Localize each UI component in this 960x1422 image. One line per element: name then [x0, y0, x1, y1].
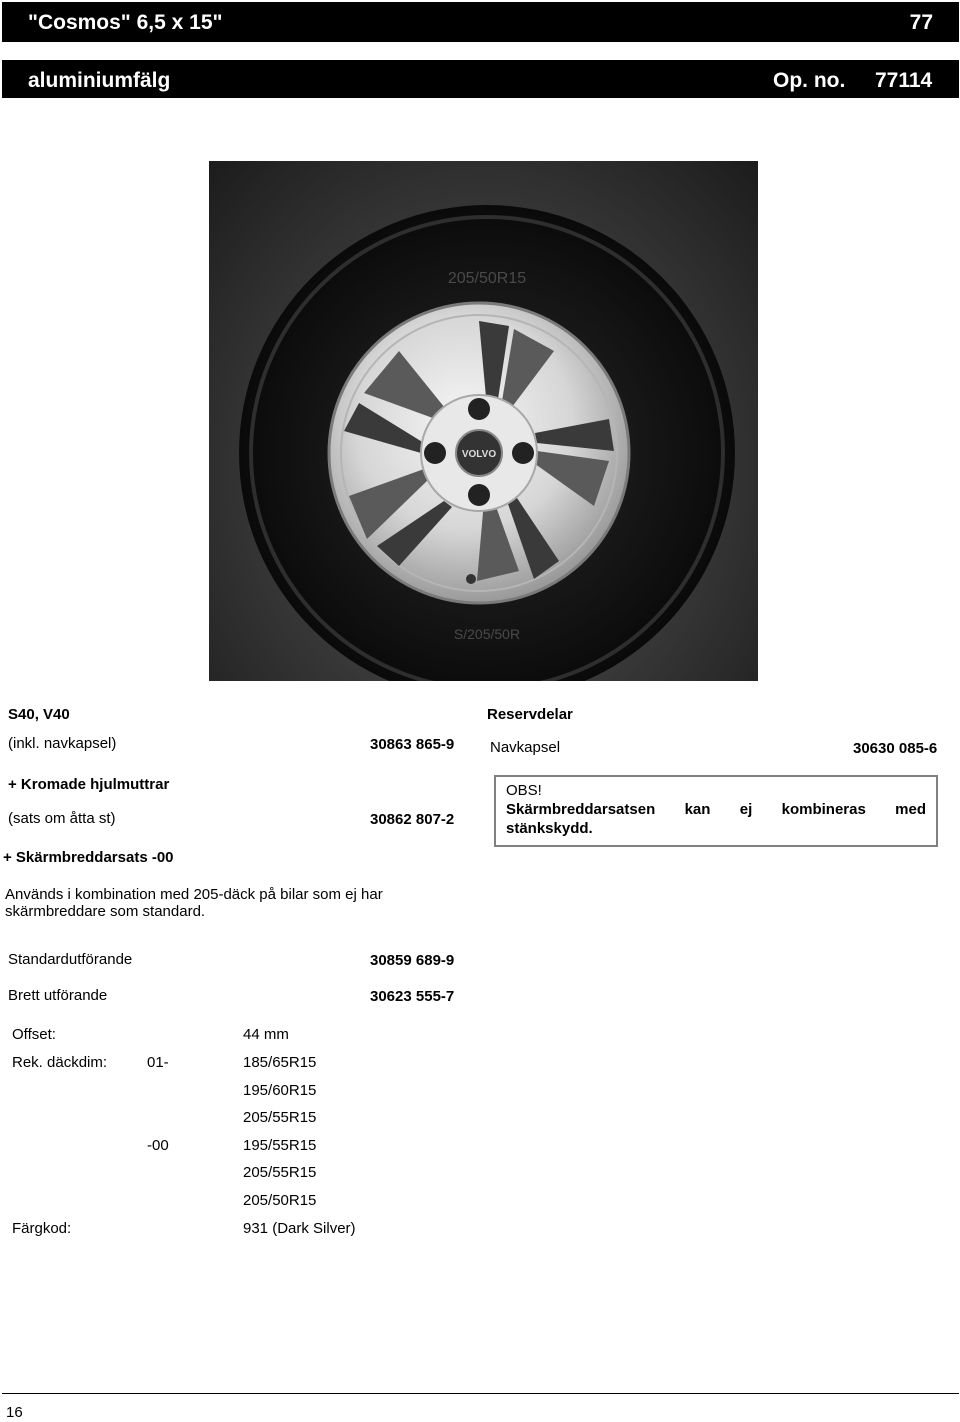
tire-size: 205/55R15: [243, 1164, 317, 1181]
tire-sidewall-text: 205/50R15: [447, 270, 527, 287]
standard-part-number: 30859 689-9: [370, 952, 455, 969]
obs-text-line1: Skärmbreddarsatsen kan ej kombineras med: [506, 801, 926, 818]
section-number: 77: [909, 11, 933, 34]
tire-size: 205/55R15: [243, 1109, 317, 1126]
tire-size: 195/55R15: [243, 1137, 317, 1154]
tire-size: 185/65R15: [243, 1054, 317, 1071]
offset-value: 44 mm: [243, 1026, 289, 1043]
offset-label: Offset:: [12, 1026, 56, 1043]
rek-dim-label: Rek. däckdim:: [12, 1054, 108, 1071]
usage-note-line1: Används i kombination med 205-däck på bilar som ej har: [5, 886, 383, 903]
kromade-note: (sats om åtta st): [8, 810, 116, 827]
obs-title: OBS!: [506, 782, 542, 799]
brett-part-number: 30623 555-7: [370, 988, 455, 1005]
kromade-part-number: 30862 807-2: [370, 811, 455, 828]
reservdelar-title: Reservdelar: [487, 706, 573, 723]
op-label: Op. no.: [773, 69, 846, 92]
page-subtitle: aluminiumfälg: [28, 69, 171, 92]
subtitle-bar: [2, 60, 959, 98]
fargkod-label: Färgkod:: [12, 1220, 72, 1237]
tire-size: 205/50R15: [243, 1192, 317, 1209]
obs-notice-box: [494, 775, 938, 847]
title-bar: [2, 2, 959, 42]
page-number: 16: [6, 1404, 23, 1421]
skarmbreddarsats-title: + Skärmbreddarsats -00: [3, 849, 174, 866]
fargkod-value: 931 (Dark Silver): [243, 1220, 356, 1237]
navkapsel-note: (inkl. navkapsel): [8, 735, 117, 752]
navkapsel-part-number: 30863 865-9: [370, 736, 455, 753]
tire-group-year: 01-: [147, 1054, 169, 1071]
tire-group-year: -00: [147, 1137, 169, 1154]
tire-sidewall-text-bottom: S/205/50R: [453, 626, 521, 642]
tire-size: 195/60R15: [243, 1082, 317, 1099]
usage-note-line2: skärmbreddare som standard.: [5, 903, 206, 920]
kromade-title: + Kromade hjulmuttrar: [8, 776, 170, 793]
standard-label: Standardutförande: [8, 951, 133, 968]
wheel-photo: [209, 161, 758, 681]
spare-navkapsel-label: Navkapsel: [490, 739, 561, 756]
model-label: S40, V40: [8, 706, 70, 723]
obs-text-line2: stänkskydd.: [506, 820, 593, 837]
spare-navkapsel-part-number: 30630 085-6: [853, 740, 938, 757]
op-number: 77114: [875, 69, 933, 92]
brett-label: Brett utförande: [8, 987, 108, 1004]
page-title: "Cosmos" 6,5 x 15": [28, 11, 223, 34]
hub-logo: VOLVO: [461, 449, 497, 460]
footer-divider: [2, 1393, 959, 1394]
